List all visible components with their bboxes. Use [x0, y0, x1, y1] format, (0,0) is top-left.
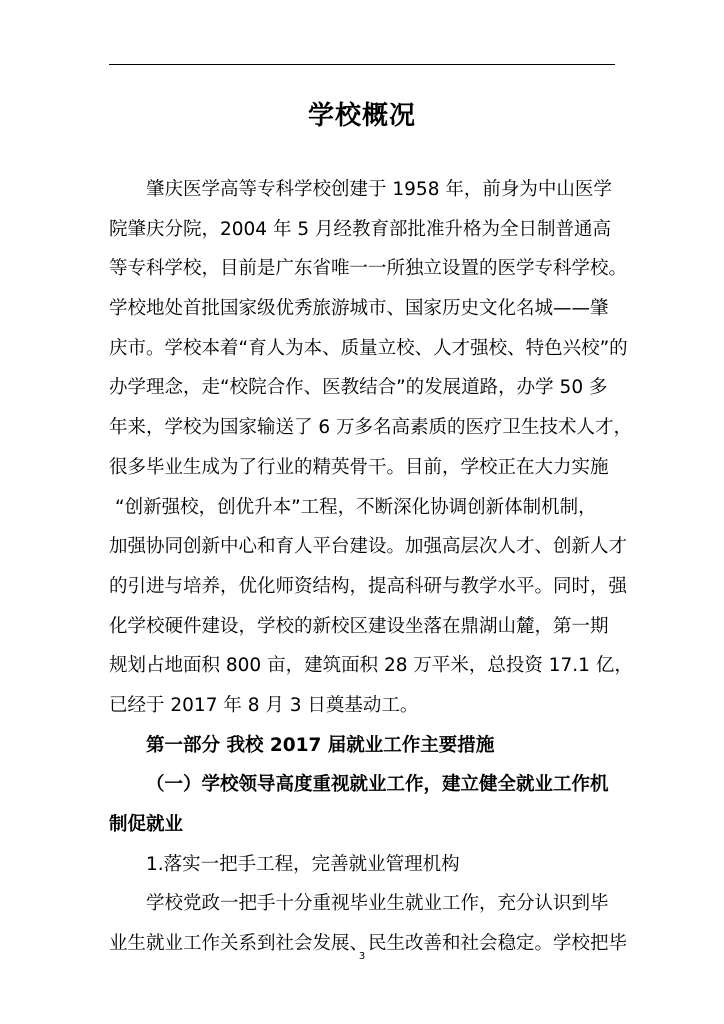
header-rule [109, 64, 615, 65]
part-heading: 第一部分 我校 2017 届就业工作主要措施 [146, 734, 495, 756]
subsection-heading: 1.落实一把手工程，完善就业管理机构 [146, 853, 460, 875]
intro-line: 规划占地面积 800 亩，建筑面积 28 万平米，总投资 17.1 亿， [109, 655, 633, 677]
intro-line: 加强协同创新中心和育人平台建设。加强高层次人才、创新人才 [109, 536, 628, 558]
intro-line: 很多毕业生成为了行业的精英骨干。目前，学校正在大力实施 [109, 456, 609, 478]
document-body [109, 170, 633, 964]
intro-line: 肇庆医学高等专科学校创建于 1958 年，前身为中山医学 [146, 179, 612, 200]
intro-line: 已经于 2017 年 8 月 3 日奠基动工。 [109, 694, 419, 716]
paragraph-line: 学校党政一把手十分重视毕业生就业工作，充分认识到毕 [146, 893, 609, 915]
intro-line: 等专科学校，目前是广东省唯一一所独立设置的医学专科学校。 [109, 258, 628, 280]
intro-line: “创新强校，创优升本”工程，不断深化协调创新体制机制， [115, 496, 597, 518]
intro-line: 年来，学校为国家输送了 6 万多名高素质的医疗卫生技术人才， [109, 417, 633, 439]
intro-line: 院肇庆分院，2004 年 5 月经教育部批准升格为全日制普通高 [109, 218, 611, 240]
intro-line: 办学理念，走“校院合作、医教结合”的发展道路，办学 50 多 [109, 377, 608, 399]
paragraph-line: 业生就业工作关系到社会发展、民生改善和社会稳定。学校把毕 [109, 933, 628, 955]
page-number: 3 [358, 951, 366, 962]
section-heading-line: （一）学校领导高度重视就业工作，建立健全就业工作机 [146, 774, 609, 796]
page-title: 学校概况 [307, 101, 416, 131]
intro-line: 庆市。学校本着“育人为本、质量立校、人才强校、特色兴校”的 [109, 337, 628, 359]
intro-line: 化学校硬件建设，学校的新校区建设坐落在鼎湖山麓，第一期 [109, 615, 609, 637]
intro-line: 学校地处首批国家级优秀旅游城市、国家历史文化名城——肇 [109, 298, 609, 320]
intro-line: 的引进与培养，优化师资结构，提高科研与教学水平。同时，强 [109, 575, 628, 597]
section-heading-line: 制促就业 [109, 814, 184, 835]
